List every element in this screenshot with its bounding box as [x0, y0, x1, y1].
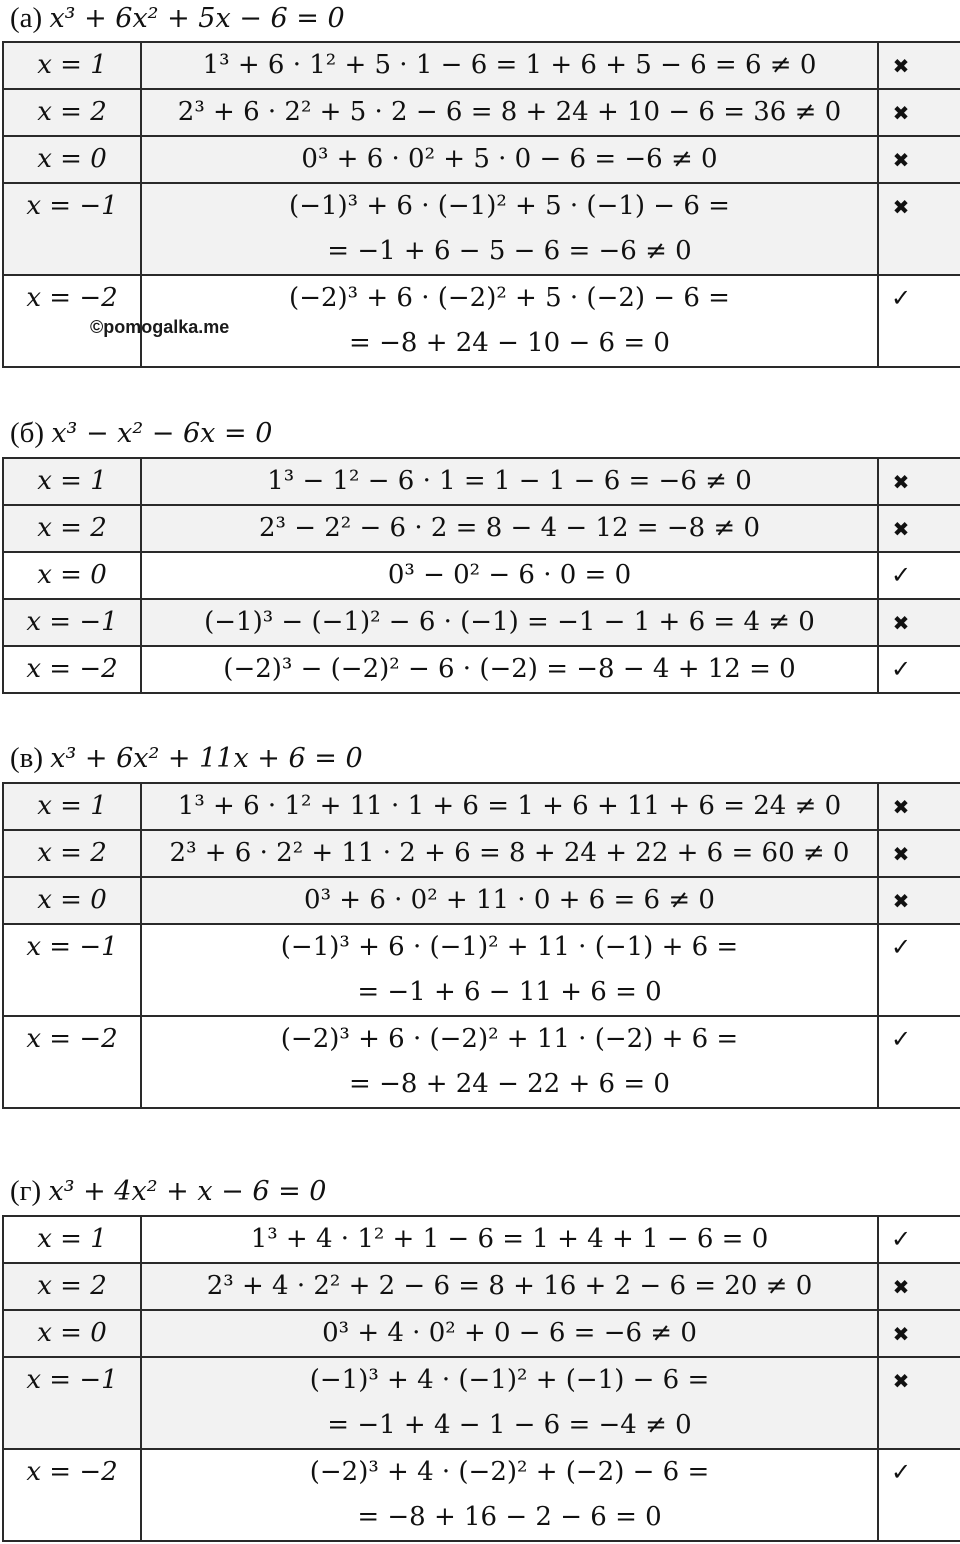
- cross-icon: ✖: [892, 795, 910, 819]
- computation-line: = −1 + 6 − 5 − 6 = −6 ≠ 0: [327, 236, 692, 266]
- x-value: x = 1: [3, 42, 141, 89]
- x-value: x = −1: [3, 1357, 141, 1449]
- cross-icon: ✖: [892, 1275, 910, 1299]
- x-value: x = −1: [3, 183, 141, 275]
- computation-line: (−2)³ − (−2)² − 6 · (−2) = −8 − 4 + 12 = 0: [223, 654, 796, 684]
- computation: [141, 877, 878, 924]
- table-row: [3, 458, 960, 505]
- cross-icon: ✖: [892, 101, 910, 125]
- computation-line: 0³ + 4 · 0² + 0 − 6 = −6 ≠ 0: [322, 1318, 697, 1348]
- section-b-label: (б): [10, 417, 45, 449]
- table-row: [3, 924, 960, 1016]
- computation-line: 1³ + 6 · 1² + 5 · 1 − 6 = 1 + 6 + 5 − 6 = 6 ≠ 0: [202, 50, 817, 80]
- table-row: [3, 1310, 960, 1357]
- computation-line: (−1)³ + 4 · (−1)² + (−1) − 6 =: [309, 1365, 710, 1395]
- cross-icon: ✖: [892, 842, 910, 866]
- x-value: x = −1: [3, 924, 141, 1016]
- computation: [141, 1016, 878, 1108]
- result-cell: [878, 1310, 960, 1357]
- x-value: x = 0: [3, 136, 141, 183]
- computation-line: (−2)³ + 6 · (−2)² + 5 · (−2) − 6 =: [289, 283, 730, 313]
- result-cell: [878, 924, 960, 1016]
- computation-line: 1³ − 1² − 6 · 1 = 1 − 1 − 6 = −6 ≠ 0: [267, 466, 752, 496]
- x-value: x = 0: [3, 1310, 141, 1357]
- computation-line: (−1)³ − (−1)² − 6 · (−1) = −1 − 1 + 6 = 4 ≠ 0: [204, 607, 815, 637]
- table-row: [3, 183, 960, 275]
- computation-line: (−1)³ + 6 · (−1)² + 5 · (−1) − 6 =: [289, 191, 730, 221]
- computation: [141, 830, 878, 877]
- section-c-equation: x³ + 6x² + 11x + 6 = 0: [50, 743, 363, 774]
- computation-line: 1³ + 6 · 1² + 11 · 1 + 6 = 1 + 6 + 11 + 6 = 24 ≠ 0: [177, 791, 842, 821]
- computation: [141, 1310, 878, 1357]
- computation: [141, 646, 878, 693]
- section-d-equation: x³ + 4x² + x − 6 = 0: [48, 1176, 327, 1207]
- x-value: x = 0: [3, 877, 141, 924]
- check-icon: ✓: [890, 1225, 912, 1253]
- section-b-equation: x³ − x² − 6x = 0: [51, 418, 273, 449]
- result-cell: [878, 1216, 960, 1263]
- x-value: x = 0: [3, 552, 141, 599]
- computation-line: 2³ + 4 · 2² + 2 − 6 = 8 + 16 + 2 − 6 = 20 ≠ 0: [206, 1271, 813, 1301]
- section-a-heading: [10, 2, 345, 35]
- computation-line: (−2)³ + 4 · (−2)² + (−2) − 6 =: [309, 1457, 710, 1487]
- section-d-heading: [10, 1175, 326, 1208]
- check-icon: ✓: [890, 284, 912, 312]
- computation: [141, 89, 878, 136]
- cross-icon: ✖: [892, 611, 910, 635]
- table-row: [3, 1449, 960, 1541]
- x-value: x = 2: [3, 505, 141, 552]
- computation-line: 0³ + 6 · 0² + 5 · 0 − 6 = −6 ≠ 0: [301, 144, 718, 174]
- computation: [141, 552, 878, 599]
- x-value: x = 2: [3, 830, 141, 877]
- section-c-table: [2, 782, 960, 1109]
- computation: [141, 136, 878, 183]
- x-value: x = −2: [3, 646, 141, 693]
- result-cell: [878, 183, 960, 275]
- computation-line: 0³ + 6 · 0² + 11 · 0 + 6 = 6 ≠ 0: [304, 885, 715, 915]
- cross-icon: ✖: [892, 148, 910, 172]
- computation-line: 2³ − 2² − 6 · 2 = 8 − 4 − 12 = −8 ≠ 0: [258, 513, 761, 543]
- table-row: [3, 505, 960, 552]
- result-cell: [878, 1263, 960, 1310]
- x-value: x = 1: [3, 1216, 141, 1263]
- result-cell: [878, 830, 960, 877]
- cross-icon: ✖: [892, 1322, 910, 1346]
- result-cell: [878, 89, 960, 136]
- result-cell: [878, 599, 960, 646]
- table-row: [3, 136, 960, 183]
- result-cell: [878, 552, 960, 599]
- section-d-table: [2, 1215, 960, 1542]
- result-cell: [878, 783, 960, 830]
- result-cell: [878, 42, 960, 89]
- computation-line: (−2)³ + 6 · (−2)² + 11 · (−2) + 6 =: [280, 1024, 739, 1054]
- section-a-label: (а): [10, 2, 43, 34]
- computation: [141, 783, 878, 830]
- table-row: [3, 1357, 960, 1449]
- cross-icon: ✖: [892, 1369, 910, 1393]
- computation: [141, 183, 878, 275]
- result-cell: [878, 1449, 960, 1541]
- x-value: x = −2: [3, 1016, 141, 1108]
- table-row: [3, 1016, 960, 1108]
- computation-line: = −1 + 4 − 1 − 6 = −4 ≠ 0: [327, 1410, 692, 1440]
- section-c-label: (в): [10, 742, 44, 774]
- section-c-heading: [10, 742, 363, 775]
- computation: [141, 275, 878, 367]
- watermark: ©pomogalka.me: [90, 317, 230, 337]
- computation-line: = −8 + 24 − 22 + 6 = 0: [349, 1069, 670, 1099]
- cross-icon: ✖: [892, 889, 910, 913]
- x-value: x = 1: [3, 458, 141, 505]
- result-cell: [878, 877, 960, 924]
- computation: [141, 599, 878, 646]
- computation-line: 2³ + 6 · 2² + 5 · 2 − 6 = 8 + 24 + 10 − 6 = 36 ≠ 0: [177, 97, 842, 127]
- section-b-table: [2, 457, 960, 694]
- check-icon: ✓: [890, 1025, 912, 1053]
- result-cell: [878, 458, 960, 505]
- computation-line: 1³ + 4 · 1² + 1 − 6 = 1 + 4 + 1 − 6 = 0: [250, 1224, 769, 1254]
- section-a-equation: x³ + 6x² + 5x − 6 = 0: [49, 3, 345, 34]
- computation-line: (−1)³ + 6 · (−1)² + 11 · (−1) + 6 =: [280, 932, 739, 962]
- cross-icon: ✖: [892, 54, 910, 78]
- result-cell: [878, 1357, 960, 1449]
- cross-icon: ✖: [892, 195, 910, 219]
- computation-line: = −8 + 24 − 10 − 6 = 0: [349, 328, 670, 358]
- computation: [141, 1216, 878, 1263]
- table-row: [3, 830, 960, 877]
- result-cell: [878, 275, 960, 367]
- table-row: [3, 89, 960, 136]
- x-value: x = 1: [3, 783, 141, 830]
- computation-line: 2³ + 6 · 2² + 11 · 2 + 6 = 8 + 24 + 22 + 6 = 60 ≠ 0: [169, 838, 850, 868]
- x-value: x = −1: [3, 599, 141, 646]
- computation: [141, 1263, 878, 1310]
- computation-line: 0³ − 0² − 6 · 0 = 0: [387, 560, 632, 590]
- table-row: [3, 599, 960, 646]
- table-row: [3, 646, 960, 693]
- computation-line: = −1 + 6 − 11 + 6 = 0: [357, 977, 662, 1007]
- table-row: [3, 1216, 960, 1263]
- x-value: x = −2: [3, 1449, 141, 1541]
- computation-line: = −8 + 16 − 2 − 6 = 0: [357, 1502, 662, 1532]
- table-row: [3, 877, 960, 924]
- x-value: x = −2: [3, 275, 141, 367]
- computation: [141, 1357, 878, 1449]
- table-row: [3, 42, 960, 89]
- check-icon: ✓: [890, 933, 912, 961]
- computation: [141, 42, 878, 89]
- table-row: [3, 552, 960, 599]
- computation: [141, 1449, 878, 1541]
- computation: [141, 924, 878, 1016]
- result-cell: [878, 1016, 960, 1108]
- cross-icon: ✖: [892, 470, 910, 494]
- x-value: x = 2: [3, 89, 141, 136]
- check-icon: ✓: [890, 1458, 912, 1486]
- cross-icon: ✖: [892, 517, 910, 541]
- check-icon: ✓: [890, 655, 912, 683]
- result-cell: [878, 505, 960, 552]
- result-cell: [878, 136, 960, 183]
- computation: [141, 505, 878, 552]
- table-row: [3, 1263, 960, 1310]
- x-value: x = 2: [3, 1263, 141, 1310]
- computation: [141, 458, 878, 505]
- table-row: [3, 783, 960, 830]
- check-icon: ✓: [890, 561, 912, 589]
- section-d-label: (г): [10, 1175, 42, 1207]
- section-b-heading: [10, 417, 272, 450]
- result-cell: [878, 646, 960, 693]
